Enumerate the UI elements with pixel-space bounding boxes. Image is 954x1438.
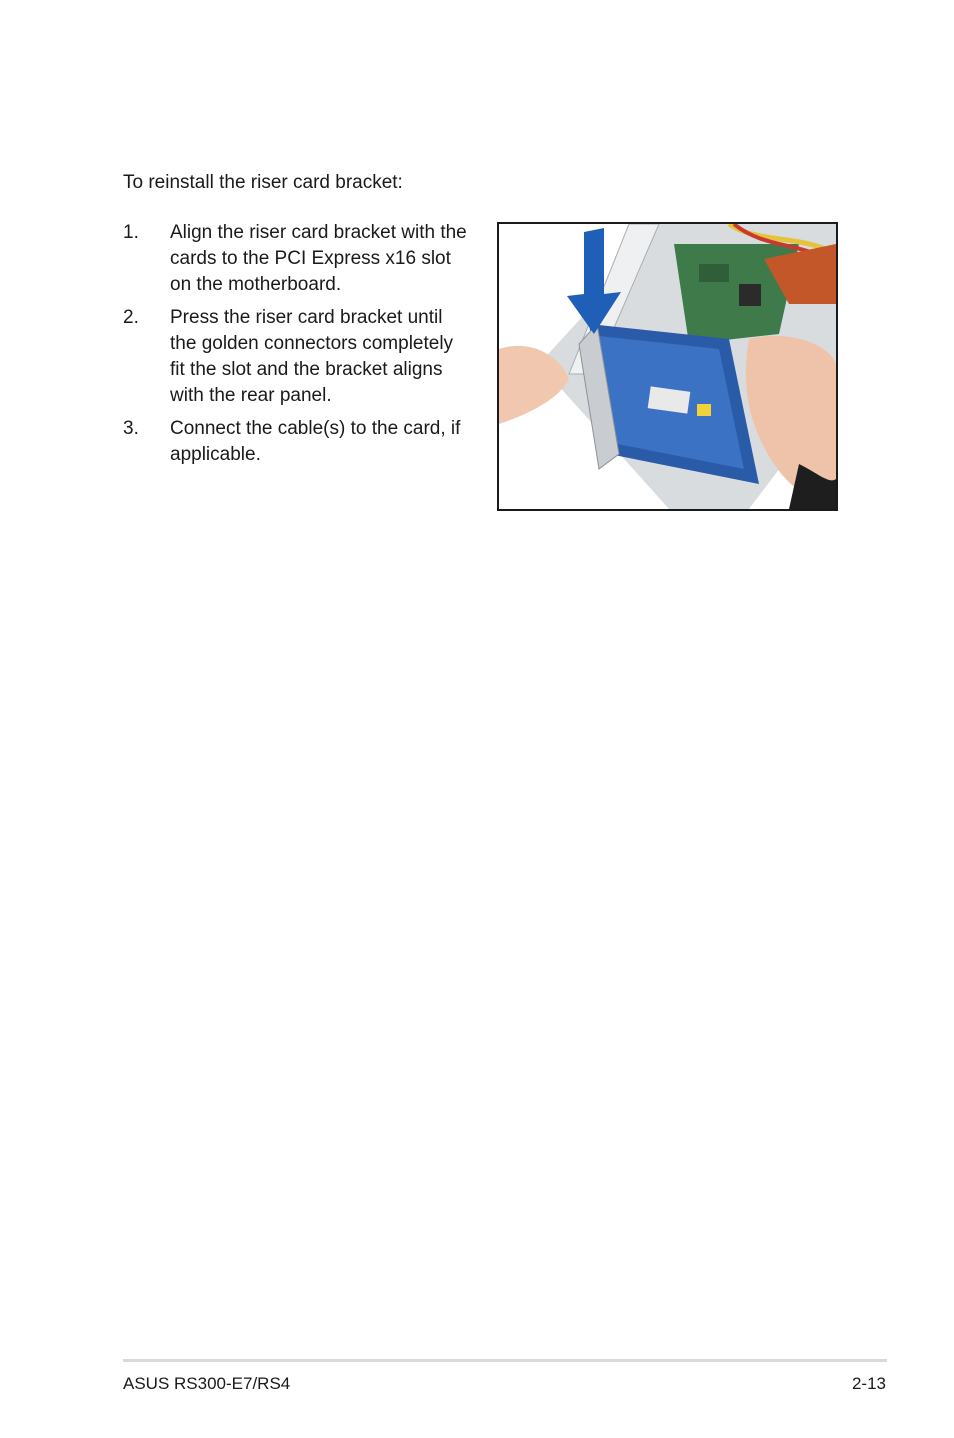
card-chip [697,404,711,416]
footer-divider [123,1359,887,1362]
step-item [123,305,483,409]
step-item [123,416,483,468]
board-chip [739,284,761,306]
illustration-svg [499,224,836,509]
intro-text: To reinstall the riser card bracket: [123,172,403,193]
step-number: 2. [123,307,139,328]
footer-product-name: ASUS RS300-E7/RS4 [123,1374,291,1393]
step-number: 3. [123,418,139,439]
step-text: Press the riser card bracket until the golden connectors completely fit the slot and the bracket aligns with the rear panel. [170,307,454,406]
step-item [123,220,483,298]
riser-bracket-illustration [497,222,838,511]
instruction-steps [123,220,483,475]
board-chip [699,264,729,282]
step-number: 1. [123,222,139,243]
footer-page-number: 2-13 [851,1374,886,1393]
step-text: Align the riser card bracket with the cards to the PCI Express x16 slot on the motherboard. [170,222,467,295]
step-text: Connect the cable(s) to the card, if applicable. [170,418,461,465]
